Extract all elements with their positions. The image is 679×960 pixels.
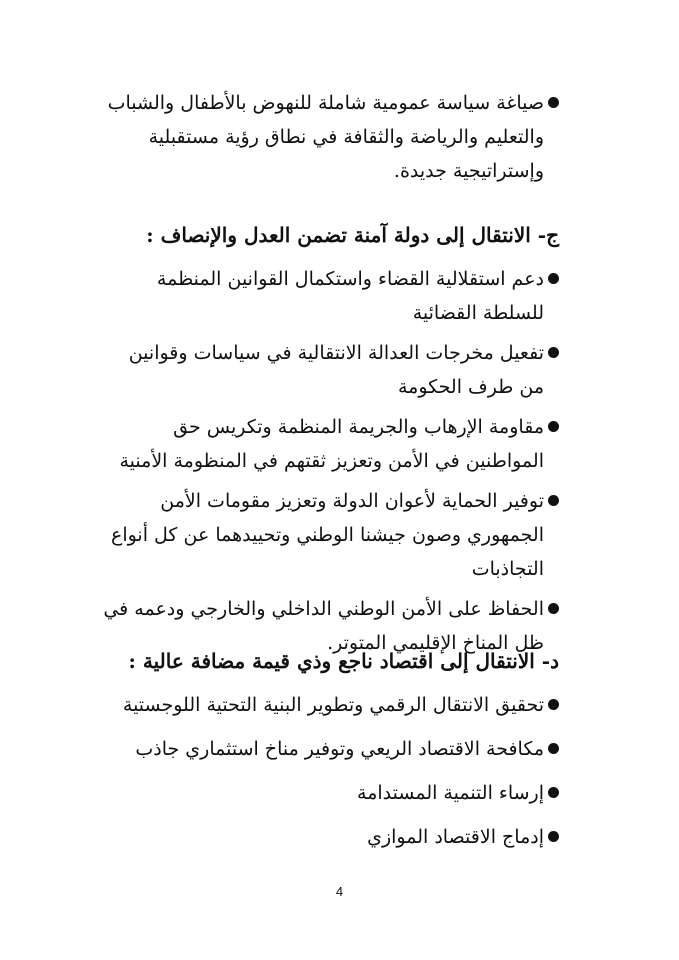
list-item-text: إدماج الاقتصاد الموازي bbox=[367, 826, 544, 848]
list-item-text: تحقيق الانتقال الرقمي وتطوير البنية التحتية اللوجستية bbox=[122, 694, 544, 716]
list-item bbox=[99, 820, 559, 854]
list-item bbox=[99, 484, 559, 586]
bullet-icon bbox=[548, 787, 559, 798]
section-d-list bbox=[99, 688, 559, 854]
list-item-text: مكافحة الاقتصاد الريعي وتوفير مناخ استثماري جاذب bbox=[135, 738, 544, 760]
list-item bbox=[99, 262, 559, 330]
list-item bbox=[99, 776, 559, 810]
bullet-icon bbox=[548, 743, 559, 754]
list-item-text: دعم استقلالية القضاء واستكمال القوانين المنظمة للسلطة القضائية bbox=[156, 268, 544, 324]
list-item bbox=[99, 86, 559, 188]
bullet-icon bbox=[548, 699, 559, 710]
bullet-icon bbox=[548, 347, 559, 358]
section-c-list bbox=[99, 262, 559, 660]
list-item-text: إرساء التنمية المستدامة bbox=[357, 782, 544, 804]
page-number: 4 bbox=[335, 884, 344, 899]
bullet-icon bbox=[548, 831, 559, 842]
list-item bbox=[99, 410, 559, 478]
list-item-text: تفعيل مخرجات العدالة الانتقالية في سياسات وقوانين من طرف الحكومة bbox=[128, 342, 544, 398]
list-item bbox=[99, 336, 559, 404]
bullet-icon bbox=[548, 97, 559, 108]
section-c-heading: ج- الانتقال إلى دولة آمنة تضمن العدل والإنصاف : bbox=[146, 223, 559, 247]
bullet-icon bbox=[548, 603, 559, 614]
list-item-text: توفير الحماية لأعوان الدولة وتعزيز مقومات الأمن الجمهوري وصون جيشنا الوطني وتحييدهما عن كل أنواع التجاذبات bbox=[110, 490, 544, 580]
bullet-icon bbox=[548, 495, 559, 506]
list-item-text: الحفاظ على الأمن الوطني الداخلي والخارجي ودعمه في ظل المناخ الإقليمي المتوتر. bbox=[103, 598, 544, 654]
list-item-text: مقاومة الإرهاب والجريمة المنظمة وتكريس حق المواطنين في الأمن وتعزيز ثقتهم في المنظومة الأمنية bbox=[119, 416, 544, 472]
section-d-heading: د- الانتقال إلى اقتصاد ناجع وذي قيمة مضافة عالية : bbox=[128, 649, 559, 673]
bullet-icon bbox=[548, 273, 559, 284]
list-item bbox=[99, 732, 559, 766]
intro-list bbox=[99, 86, 559, 188]
intro-bullet-text: صياغة سياسة عمومية شاملة للنهوض بالأطفال والشباب والتعليم والرياضة والثقافة في نطاق رؤية مستقبلية وإستراتيجية جديدة. bbox=[107, 92, 544, 182]
list-item bbox=[99, 688, 559, 722]
bullet-icon bbox=[548, 421, 559, 432]
